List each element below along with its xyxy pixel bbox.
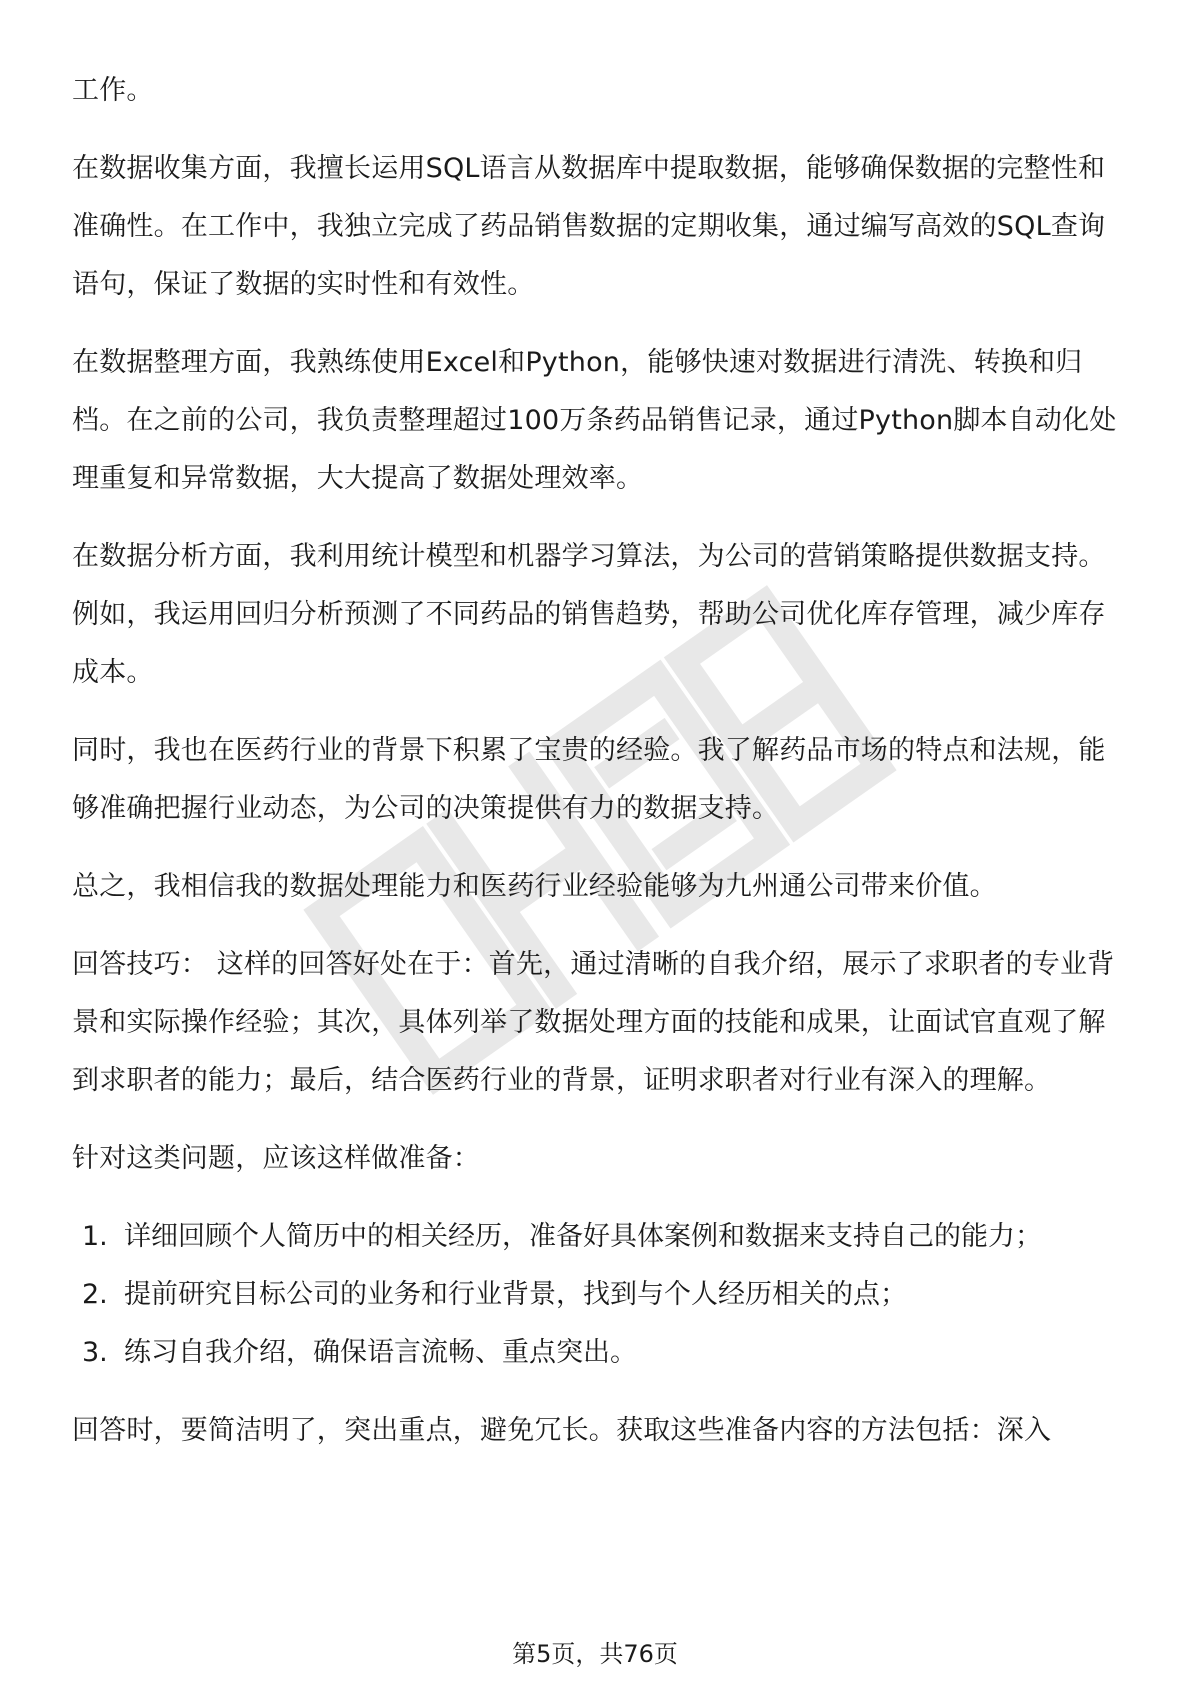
list-item-text: 练习自我介绍，确保语言流畅、重点突出。 [124,1337,637,1368]
preparation-steps-list [72,1208,1120,1382]
paragraph: 在数据收集方面，我擅长运用SQL语言从数据库中提取数据，能够确保数据的完整性和准确性。在工作中，我独立完成了药品销售数据的定期收集，通过编写高效的SQL查询语句，保证了数据的实时性和有效性。 [72,153,1106,300]
paragraph: 在数据分析方面，我利用统计模型和机器学习算法，为公司的营销策略提供数据支持。例如，我运用回归分析预测了不同药品的销售趋势，帮助公司优化库存管理，减少库存成本。 [72,541,1106,688]
paragraph: 在数据整理方面，我熟练使用Excel和Python，能够快速对数据进行清洗、转换和归档。在之前的公司，我负责整理超过100万条药品销售记录，通过Python脚本自动化处理重复和异常数据，大大提高了数据处理效率。 [72,347,1117,494]
answer-tips-paragraph: 回答技巧： 这样的回答好处在于：首先，通过清晰的自我介绍，展示了求职者的专业背景和实际操作经验；其次，具体列举了数据处理方面的技能和成果，让面试官直观了解到求职者的能力；最后，结合医药行业的背景，证明求职者对行业有深入的理解。 [72,949,1115,1096]
list-number: 3. [82,1337,108,1368]
paragraph: 工作。 [72,75,154,106]
list-item [72,1266,1120,1324]
list-number: 2. [82,1279,108,1310]
document-body [72,62,1120,1480]
paragraph: 总之，我相信我的数据处理能力和医药行业经验能够为九州通公司带来价值。 [72,871,997,902]
paragraph: 同时，我也在医药行业的背景下积累了宝贵的经验。我了解药品市场的特点和法规，能够准确把握行业动态，为公司的决策提供有力的数据支持。 [72,735,1106,824]
closing-paragraph: 回答时，要简洁明了，突出重点，避免冗长。获取这些准备内容的方法包括：深入 [72,1415,1052,1446]
list-number: 1. [82,1221,108,1252]
list-item-text: 详细回顾个人简历中的相关经历，准备好具体案例和数据来支持自己的能力； [124,1221,1042,1252]
preparation-intro: 针对这类问题，应该这样做准备： [72,1143,480,1174]
page-number: 第5页，共76页 [512,1640,678,1668]
list-item [72,1208,1120,1266]
list-item [72,1324,1120,1382]
list-item-text: 提前研究目标公司的业务和行业背景，找到与个人经历相关的点； [124,1279,907,1310]
